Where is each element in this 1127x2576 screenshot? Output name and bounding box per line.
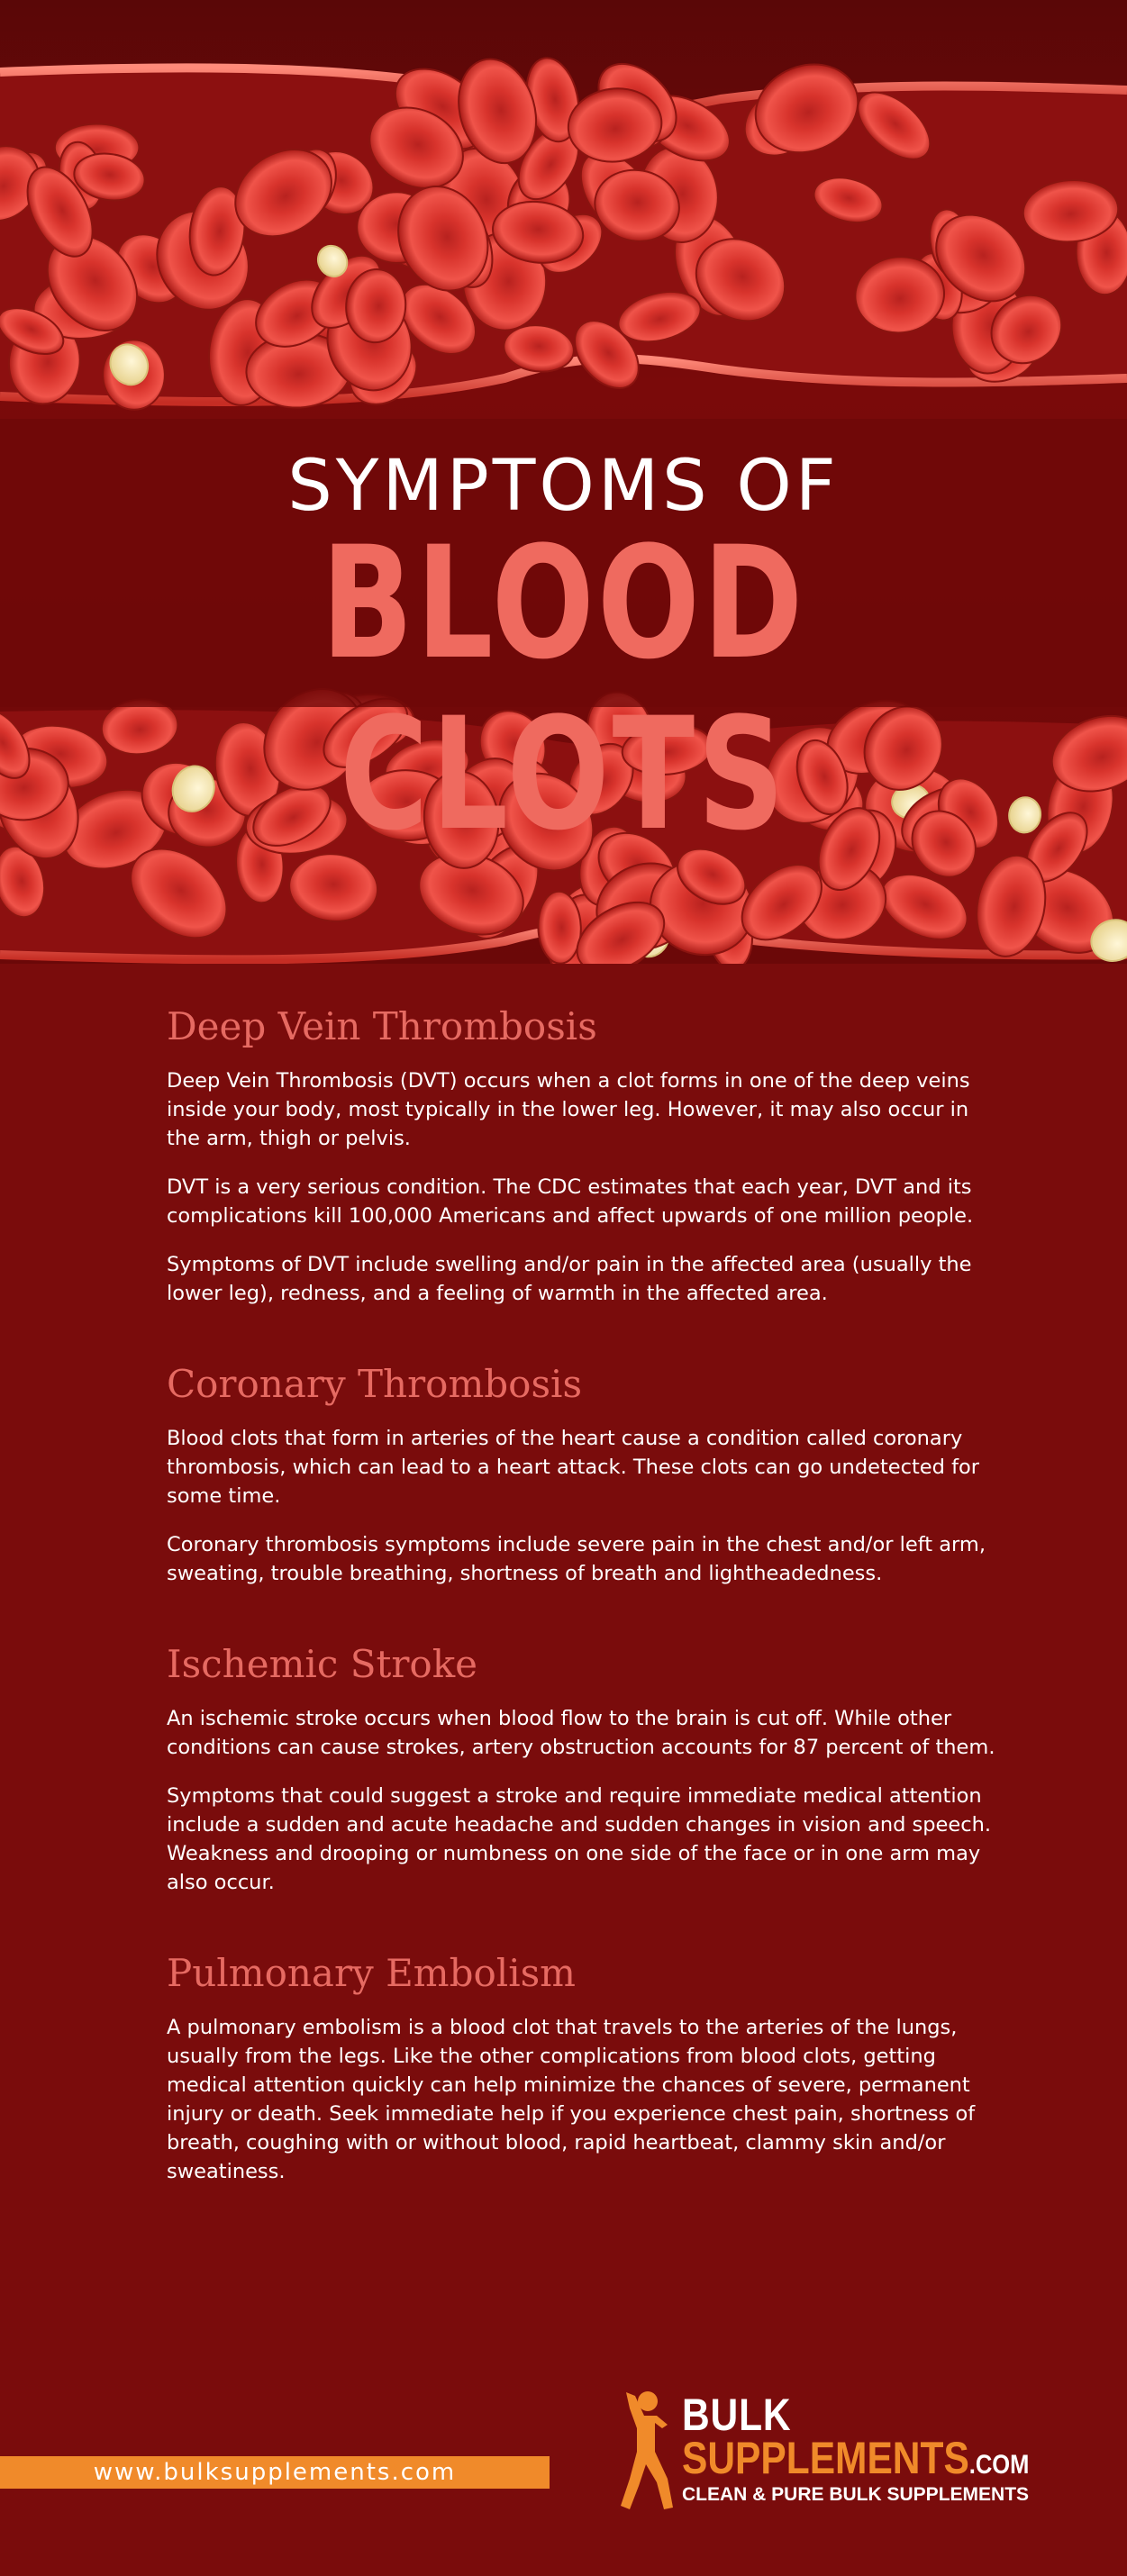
section-heading: Ischemic Stroke [167,1642,478,1686]
hero-illustration [0,0,1127,964]
brand-logo[interactable] [617,2389,1050,2515]
section-paragraph: A pulmonary embolism is a blood clot that travels to the arteries of the lungs, usually from the legs. Like the other complications from blood clots, getting medical attention quickly can help minimize the chances of severe, permanent injury or death. Seek immediate help if you experience chest pain, shortness of breath, coughing with or without blood, rapid heartbeat, clammy skin and/or sweatiness. [167,2016,976,2183]
section-paragraph: Blood clots that form in arteries of the heart cause a condition called coronary thrombosis, which can lead to a heart attack. These clots can go undetected for some time. [167,1427,980,1508]
logo-com-suffix: .COM [968,2450,1030,2480]
section-heading: Deep Vein Thrombosis [167,1004,597,1048]
section-heading: Coronary Thrombosis [167,1362,582,1406]
athlete-figure-icon [617,2389,680,2515]
section-paragraph: Deep Vein Thrombosis (DVT) occurs when a clot forms in one of the deep veins inside your body, most typically in the lower leg. However, it may also occur in the arm, thigh or pelvis. [167,1069,970,1150]
footer-website-link[interactable]: www.bulksupplements.com [93,2459,457,2486]
section-deep-vein-thrombosis [167,1004,1004,1308]
section-pulmonary-embolism [167,1951,1004,2186]
section-paragraph: DVT is a very serious condition. The CDC estimates that each year, DVT and its complications kill 100,000 Americans and affect upwards of one million people. [167,1175,974,1228]
page-title-line1: SYMPTOMS OF [287,446,840,527]
section-paragraph: Coronary thrombosis symptoms include severe pain in the chest and/or left arm, sweating, trouble breathing, shortness of breath and lightheadedness. [167,1533,986,1585]
logo-tagline: CLEAN & PURE BULK SUPPLEMENTS [682,2484,1030,2505]
page-title-line2: BLOOD CLOTS [321,512,806,865]
section-paragraph: Symptoms that could suggest a stroke and require immediate medical attention include a sudden and acute headache and sudden changes in vision and speech. Weakness and drooping or numbness on one side of the face or in one arm may also occur. [167,1784,992,1894]
article-content [167,1004,1004,2240]
logo-bulk-text: BULK [682,2390,792,2440]
section-ischemic-stroke [167,1642,1004,1897]
logo-supplements-text: SUPPLEMENTS.COM [682,2433,1030,2483]
section-coronary-thrombosis [167,1362,1004,1588]
section-heading: Pulmonary Embolism [167,1951,577,1995]
section-paragraph: Symptoms of DVT include swelling and/or pain in the affected area (usually the lower leg), redness, and a feeling of warmth in the affected area. [167,1253,972,1305]
section-paragraph: An ischemic stroke occurs when blood flow to the brain is cut off. While other conditions can cause strokes, artery obstruction accounts for 87 percent of them. [167,1707,995,1759]
